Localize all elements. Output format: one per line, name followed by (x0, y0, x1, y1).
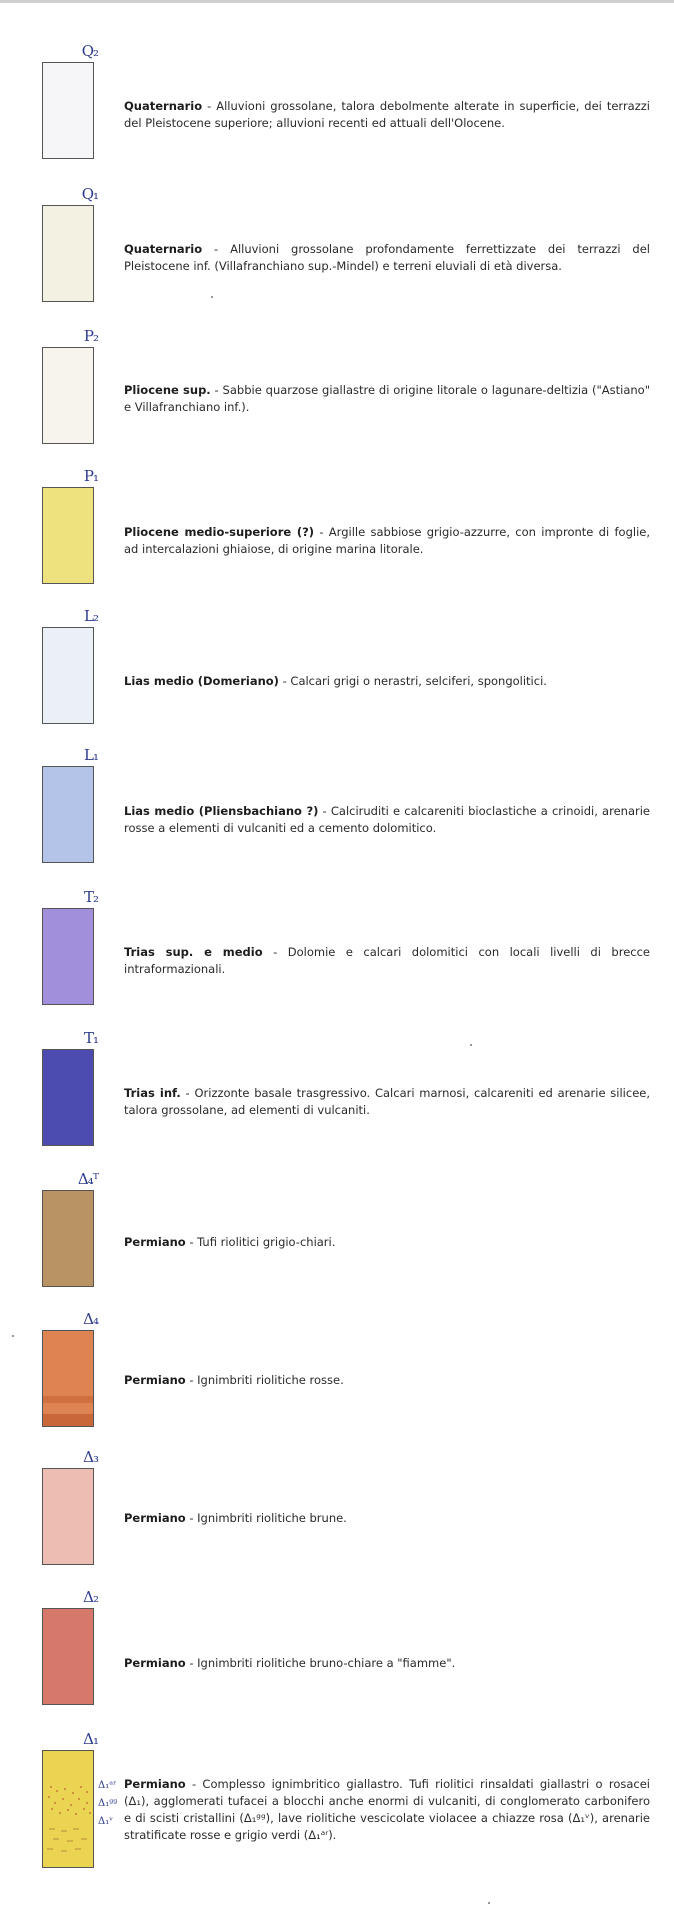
unit-text: - Ignimbriti riolitiche brune. (185, 1511, 347, 1525)
unit-title: Permiano (124, 1373, 186, 1387)
sublabel-ar: Δ₁ᵃʳ (98, 1780, 117, 1791)
unit-symbol-t2: T₂ (83, 888, 98, 906)
unit-description (124, 98, 650, 132)
unit-description (124, 1085, 650, 1119)
unit-text: - Alluvioni grossolane, talora debolmente alterate in superficie, dei terrazzi del Pleistocene superiore; alluvioni recenti ed attuali dell'Olocene. (124, 99, 650, 130)
unit-symbol-p1: P₁ (83, 467, 98, 485)
color-swatch-l1 (42, 766, 94, 863)
unit-symbol-t1: T₁ (83, 1029, 98, 1047)
unit-title: Permiano (124, 1777, 186, 1791)
swatch-pattern (43, 1751, 93, 1867)
unit-symbol-l2: L₂ (84, 607, 98, 625)
unit-title: Pliocene sup. (124, 383, 211, 397)
unit-text: - Complesso ignimbritico giallastro. Tufi riolitici rinsaldati giallastri o rosacei (Δ₁), agglomerati tufacei a blocchi anche enormi di vulcaniti, di conglomerato carbonifero e di scisti cristallini (Δ₁ᵍᵍ), lave riolitiche vescicolate violacee a chiazze rosa (Δ₁ᵛ), arenarie stratificate rosse e grigio verdi (Δ₁ᵃʳ). (124, 1777, 650, 1842)
unit-description (124, 944, 650, 978)
color-swatch-q1 (42, 205, 94, 302)
unit-symbol-delta4: Δ₄ (83, 1310, 98, 1328)
unit-description (124, 241, 650, 275)
color-swatch-q2 (42, 62, 94, 159)
unit-text: - Ignimbriti riolitiche rosse. (185, 1373, 344, 1387)
color-swatch-delta2 (42, 1608, 94, 1705)
unit-title: Lias medio (Domeriano) (124, 674, 279, 688)
speck (470, 1044, 472, 1046)
unit-description (124, 1510, 650, 1527)
unit-description (124, 524, 650, 558)
unit-description (124, 1234, 650, 1251)
unit-title: Lias medio (Pliensbachiano ?) (124, 804, 319, 818)
unit-description (124, 1776, 650, 1844)
unit-title: Quaternario (124, 242, 203, 256)
unit-text: - Orizzonte basale trasgressivo. Calcari marnosi, calcareniti ed arenarie silicee, talora grossolane, ad elementi di vulcaniti. (124, 1086, 650, 1117)
unit-symbol-p2: P₂ (83, 327, 98, 345)
color-swatch-l2 (42, 627, 94, 724)
unit-text: - Sabbie quarzose giallastre di origine litorale o lagunare-deltizia ("Astiano" e Villafranchiano inf.). (124, 383, 651, 414)
unit-text: - Tufi riolitici grigio-chiari. (185, 1235, 336, 1249)
color-swatch-p2 (42, 347, 94, 444)
color-swatch-t1 (42, 1049, 94, 1146)
color-swatch-delta3 (42, 1468, 94, 1565)
color-swatch-p1 (42, 487, 94, 584)
unit-title: Permiano (124, 1511, 186, 1525)
speck (211, 296, 213, 298)
speck (488, 1902, 490, 1904)
speck (12, 1335, 14, 1337)
unit-title: Permiano (124, 1656, 186, 1670)
swatch-band (43, 1396, 93, 1403)
unit-symbol-q1: Q₁ (81, 185, 98, 203)
unit-title: Trias inf. (124, 1086, 181, 1100)
unit-title: Permiano (124, 1235, 186, 1249)
unit-title: Pliocene medio-superiore (?) (124, 525, 315, 539)
unit-text: - Argille sabbiose grigio-azzurre, con impronte di foglie, ad intercalazioni ghiaiose, di origine marina litorale. (124, 525, 650, 556)
unit-symbol-delta2: Δ₂ (83, 1588, 98, 1606)
unit-symbol-delta4t: Δ₄ᵀ (77, 1170, 98, 1188)
sublabel-gg: Δ₁ᵍᵍ (98, 1798, 118, 1809)
unit-symbol-delta3: Δ₃ (83, 1448, 98, 1466)
top-rule (0, 0, 674, 3)
sublabel-v: Δ₁ᵛ (98, 1816, 113, 1827)
unit-text: - Calciruditi e calcareniti bioclastiche a crinoidi, arenarie rosse a elementi di vulcaniti ed a cemento dolomitico. (124, 804, 650, 835)
unit-text: - Ignimbriti riolitiche bruno-chiare a "fiamme". (185, 1656, 456, 1670)
unit-text: - Calcari grigi o nerastri, selciferi, spongolitici. (278, 674, 547, 688)
unit-symbol-delta1: Δ₁ (83, 1730, 98, 1748)
color-swatch-t2 (42, 908, 94, 1005)
unit-text: - Alluvioni grossolane profondamente ferrettizzate dei terrazzi del Pleistocene inf. (Villafranchiano sup.-Mindel) e terreni eluviali di età diversa. (124, 242, 650, 273)
color-swatch-delta4 (42, 1330, 94, 1427)
unit-description (124, 673, 650, 690)
unit-description (124, 1655, 650, 1672)
unit-title: Quaternario (124, 99, 203, 113)
color-swatch-delta1 (42, 1750, 94, 1868)
unit-title: Trias sup. e medio (124, 945, 263, 959)
unit-description (124, 803, 650, 837)
color-swatch-delta4t (42, 1190, 94, 1287)
unit-symbol-l1: L₁ (84, 746, 98, 764)
unit-description (124, 382, 650, 416)
unit-text: - Dolomie e calcari dolomitici con locali livelli di brecce intraformazionali. (124, 945, 650, 976)
unit-symbol-q2: Q₂ (81, 42, 98, 60)
unit-description (124, 1372, 650, 1389)
swatch-band (43, 1414, 93, 1426)
